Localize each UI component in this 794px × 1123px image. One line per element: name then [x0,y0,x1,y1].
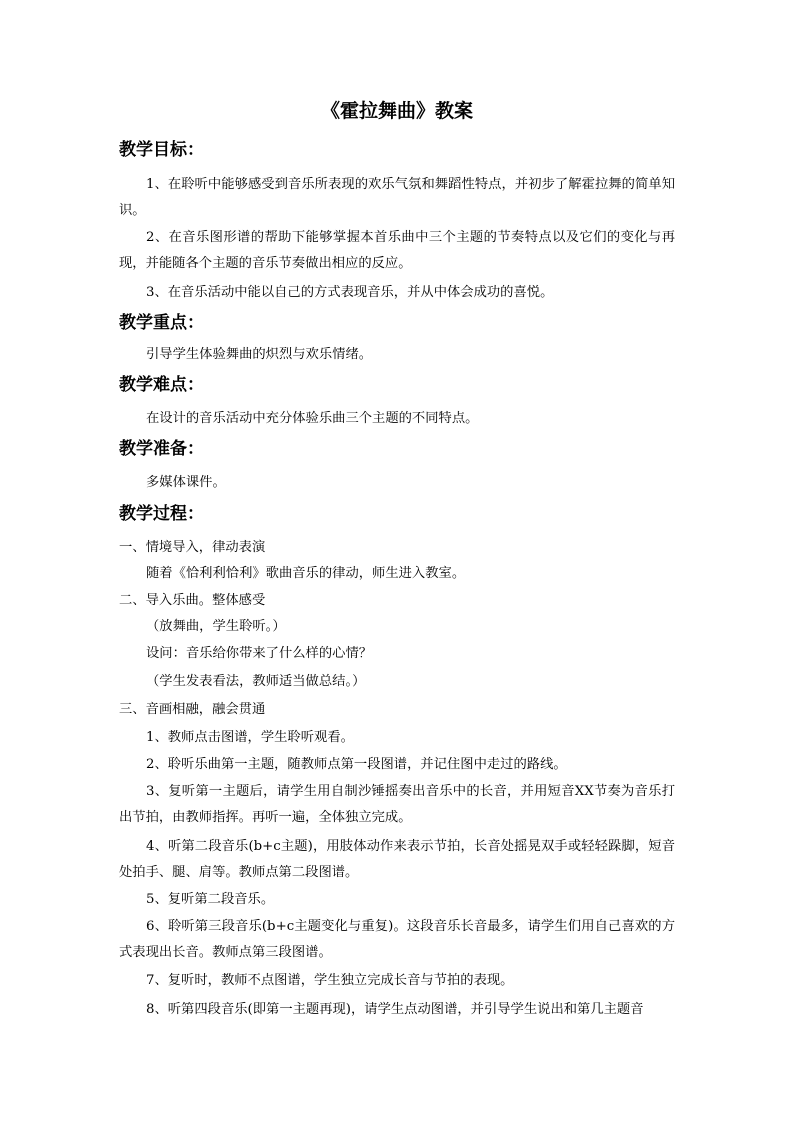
difficulties-text: 在设计的音乐活动中充分体验乐曲三个主题的不同特点。 [146,411,479,426]
step3-title: 三、音画相融，融会贯通 [119,702,266,717]
step3-item-5: 5、复听第二段音乐。 [146,892,275,907]
key-points-text: 引导学生体验舞曲的炽烈与欢乐情绪。 [146,347,373,362]
heading-difficulties: 教学难点： [119,375,204,395]
heading-goals: 教学目标： [119,140,204,160]
step1-title: 一、情境导入，律动表演 [119,540,266,555]
step3-item-1: 1、教师点击图谱，学生聆听观看。 [146,730,354,745]
step2-line-3: （学生发表看法，教师适当做总结。） [146,674,366,689]
step1-line: 随着《恰利利恰利》歌曲音乐的律动，师生进入教室。 [146,566,466,581]
goal-item-3: 3、在音乐活动中能以自己的方式表现音乐，并从中体会成功的喜悦。 [146,285,554,300]
goal-item-1: 1、在聆听中能够感受到音乐所表现的欢乐气氛和舞蹈性特点，并初步了解霍拉舞的简单知识。 [119,177,675,218]
step2-title: 二、导入乐曲。整体感受 [119,593,266,608]
heading-preparation: 教学准备： [119,439,204,459]
goal-item-2: 2、在音乐图形谱的帮助下能够掌握本首乐曲中三个主题的节奏特点以及它们的变化与再现，并能随各个主题的音乐节奏做出相应的反应。 [119,230,675,271]
heading-key-points: 教学重点： [119,313,204,333]
step3-item-6: 6、聆听第三段音乐(b+c主题变化与重复)。这段音乐长音最多，请学生们用自己喜欢的方式表现出长音。教师点第三段图谱。 [119,919,675,960]
step3-item-8: 8、听第四段音乐(即第一主题再现)，请学生点动图谱，并引导学生说出和第几主题音 [146,1002,644,1017]
step3-item-7: 7、复听时，教师不点图谱，学生独立完成长音与节拍的表现。 [146,973,514,988]
step2-line-1: （放舞曲，学生聆听。） [146,619,286,634]
document-title: 《霍拉舞曲》教案 [320,100,473,122]
step3-item-4: 4、听第二段音乐(b+c主题)，用肢体动作来表示节拍，长音处摇晃双手或轻轻跺脚，短音处拍手、腿、肩等。教师点第二段图谱。 [119,839,675,880]
step2-line-2: 设问：音乐给你带来了什么样的心情？ [146,646,373,661]
heading-process: 教学过程： [119,504,204,524]
step3-item-3: 3、复听第一主题后，请学生用自制沙锤摇奏出音乐中的长音，并用短音XX节奏为音乐打出节拍，由教师指挥。再听一遍，全体独立完成。 [119,784,675,825]
step3-item-2: 2、聆听乐曲第一主题，随教师点第一段图谱，并记住图中走过的路线。 [146,757,567,772]
preparation-text: 多媒体课件。 [146,475,226,490]
